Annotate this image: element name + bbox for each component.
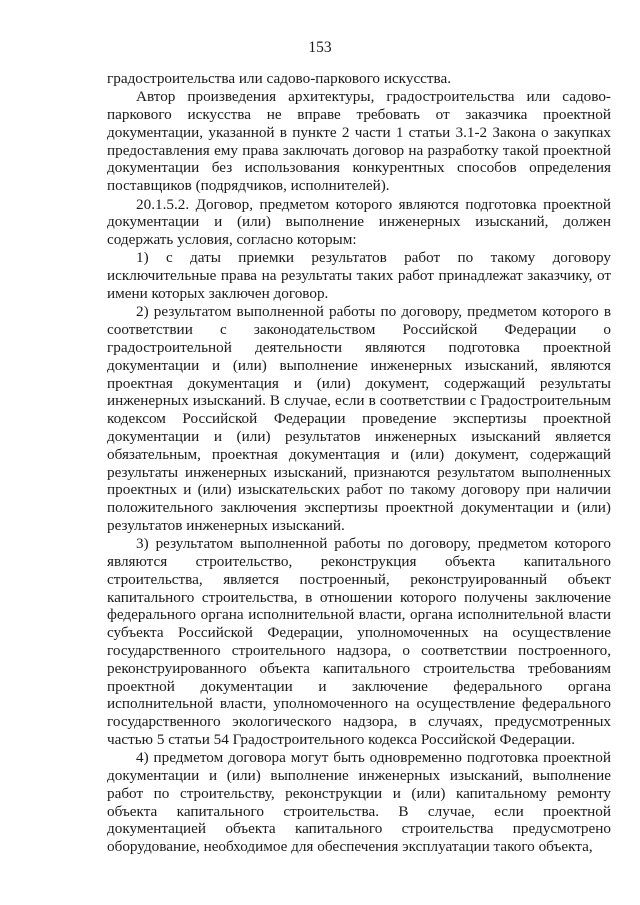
paragraph-clause-20-1-5-2: 20.1.5.2. Договор, предметом которого являются подготовка проектной документации и (или) выполнение инженерных изысканий, должен содержать условия, согласно которым: [107, 195, 611, 249]
paragraph-condition-4: 4) предметом договора могут быть одновременно подготовка проектной документации и (или) выполнение инженерных изысканий, выполнение работ по строительству, реконструкции и (или) капитальному ремонту объекта капитального строительства. В случае, если проектной документацией объекта капитального строительства предусмотрено оборудование, необходимое для обеспечения эксплуатации такого объекта, [107, 749, 611, 856]
paragraph-condition-3: 3) результатом выполненной работы по договору, предметом которого являются строительство, реконструкция объекта капитального строительства, является построенный, реконструированный объект капитального строительства, в отношении которого получены заключение федерального органа исполнительной власти, органа исполнительной власти субъекта Российской Федерации, уполномоченных на осуществление государственного строительного надзора, о соответствии построенного, реконструированного объекта капитального строительства требованиям проектной документации и заключение федерального органа исполнительной власти, уполномоченного на осуществление федерального государственного экологического надзора, в случаях, предусмотренных частью 5 статьи 54 Градостроительного кодекса Российской Федерации. [107, 535, 611, 748]
paragraph-condition-1: 1) с даты приемки результатов работ по такому договору исключительные права на результаты таких работ принадлежат заказчику, от имени которых заключен договор. [107, 249, 611, 303]
paragraph-continuation: градостроительства или садово-паркового искусства. [107, 70, 452, 87]
paragraph-condition-2: 2) результатом выполненной работы по договору, предметом которого в соответствии с законодательством Российской Федерации о градостроительной деятельности являются подготовка проектной документации и (или) выполнение инженерных изысканий, являются проектная документация и (или) документ, содержащий результаты инженерных изысканий. В случае, если в соответствии с Градостроительным кодексом Российской Федерации проведение экспертизы проектной документации и (или) результатов инженерных изысканий является обязательным, проектная документация и (или) документ, содержащий результаты инженерных изысканий, признаются результатом выполненных проектных и (или) изыскательских работ по такому договору при наличии положительного заключения экспертизы проектной документации и (или) результатов инженерных изысканий. [107, 303, 611, 534]
paragraph-author-rights: Автор произведения архитектуры, градостроительства или садово-паркового искусства не вправе требовать от заказчика проектной документации, указанной в пункте 2 части 1 статьи 3.1-2 Закона о закупках предоставления ему права заключать договор на разработку такой проектной документации без использования конкурентных способов определения поставщиков (подрядчиков, исполнителей). [107, 88, 611, 195]
document-body [107, 70, 611, 856]
page-number: 153 [308, 39, 332, 56]
